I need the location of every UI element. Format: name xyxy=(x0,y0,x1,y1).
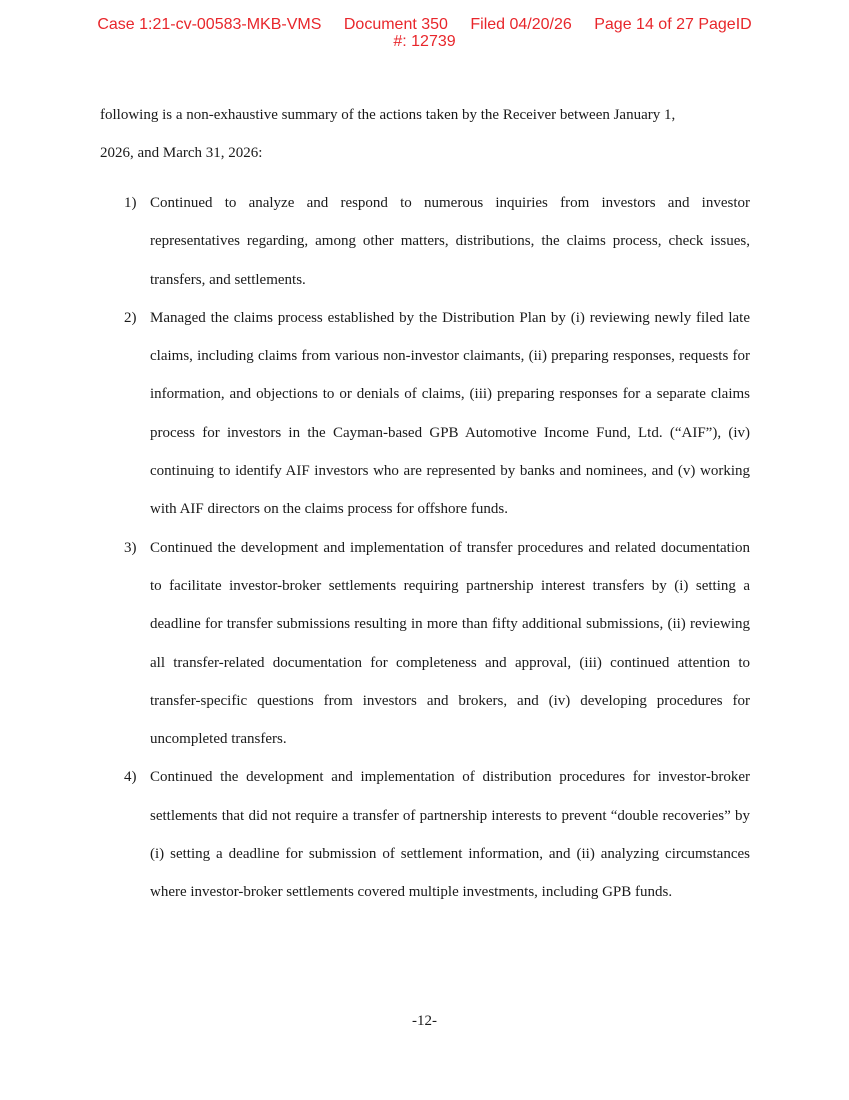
intro-line-1: following is a non-exhaustive summary of the actions taken by the Receiver between January 1, xyxy=(100,107,676,123)
list-item-number: 4) xyxy=(124,769,137,786)
list-item xyxy=(120,184,750,299)
case-number: Case 1:21-cv-00583-MKB-VMS xyxy=(97,16,322,33)
list-item-number: 1) xyxy=(124,195,137,211)
list-item xyxy=(120,299,750,529)
filing-header-stamp xyxy=(0,16,849,50)
filing-header-line xyxy=(0,16,849,33)
intro-paragraph xyxy=(100,96,750,173)
list-item-text: Continued to analyze and respond to numerous inquiries from investors and investor representatives regarding, among other matters, distributions, the claims process, check issues, transfers, and settlements. xyxy=(150,195,750,288)
list-item-number: 2) xyxy=(124,309,137,326)
list-item-text: Continued the development and implementation of transfer procedures and related documentation to facilitate investor-broker settlements requiring partnership interest transfers by (i) setting a deadline for transfer submissions resulting in more than fifty additional submissions, (ii) reviewing all transfer-related documentation for completeness and approval, (iii) continued attention to transfer-specific questions from investors and brokers, and (iv) developing procedures for uncompleted transfers. xyxy=(150,539,750,748)
page-of-pages: Page 14 of 27 PageID xyxy=(594,16,752,33)
list-item xyxy=(120,758,750,911)
list-item-text: Managed the claims process established by the Distribution Plan by (i) reviewing newly filed late claims, including claims from various non-investor claimants, (ii) preparing responses, requests for information, and objections to or denials of claims, (iii) preparing responses for a separate claims process for investors in the Cayman-based GPB Automotive Income Fund, Ltd. (“AIF”), (iv) continuing to identify AIF investors who are represented by banks and nominees, and (v) working with AIF directors on the claims process for offshore funds. xyxy=(150,309,750,518)
filed-date: Filed 04/20/26 xyxy=(470,16,572,33)
list-item xyxy=(120,529,750,759)
actions-list xyxy=(120,184,750,912)
intro-line-2: 2026, and March 31, 2026: xyxy=(100,145,263,162)
list-item-number: 3) xyxy=(124,539,137,556)
page-number: -12- xyxy=(412,1013,437,1029)
page-id: #: 12739 xyxy=(393,33,456,50)
document-number: Document 350 xyxy=(343,16,448,33)
list-item-text: Continued the development and implementation of distribution procedures for investor-broker settlements that did not require a transfer of partnership interests to prevent “double recoveries” by (i) setting a deadline for submission of settlement information, and (ii) analyzing circumstances where investor-broker settlements covered multiple investments, including GPB funds. xyxy=(150,769,750,901)
